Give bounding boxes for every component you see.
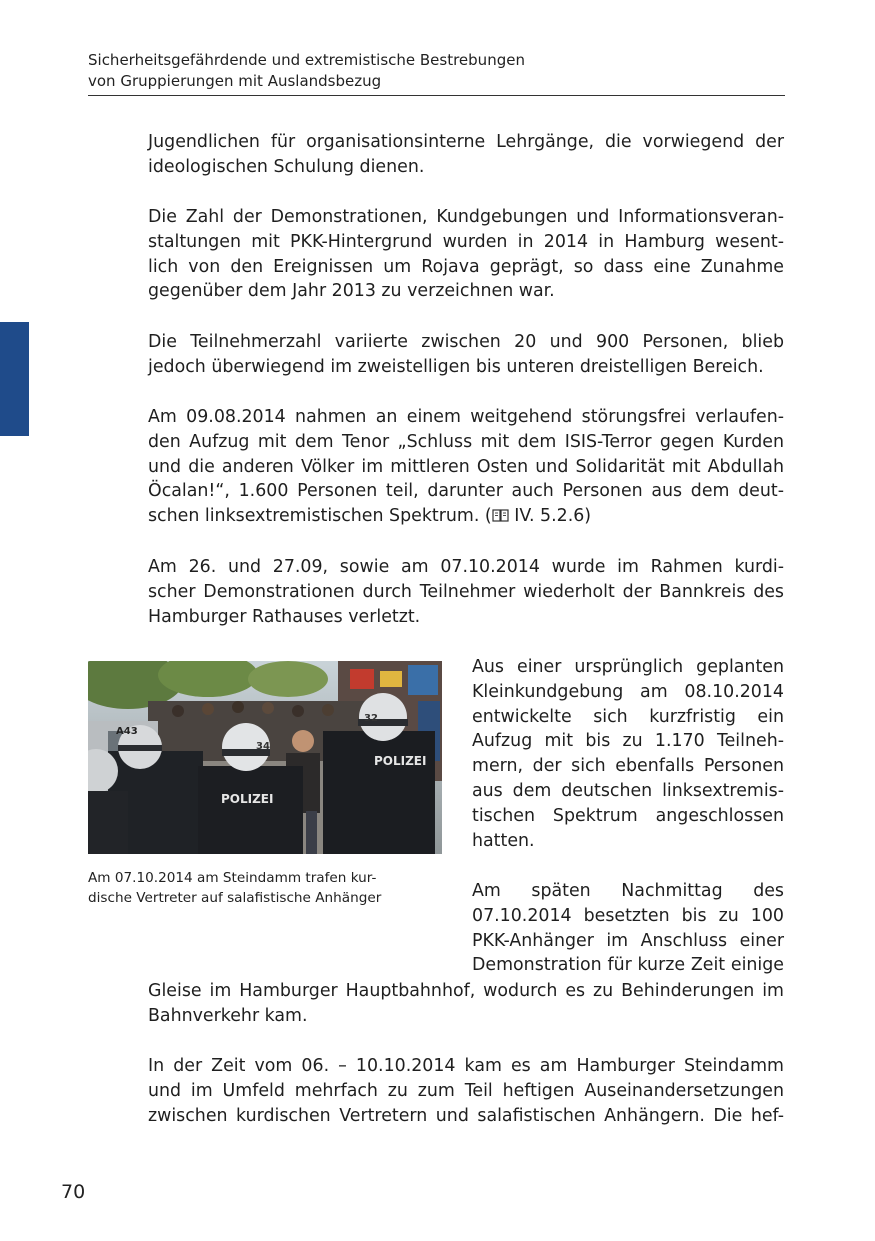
text-line: Am 26. und 27.09, sowie am 07.10.2014 wurde im Rahmen kurdi-: [148, 557, 784, 577]
text-line: ideologischen Schulung dienen.: [148, 156, 425, 177]
text-line: hatten.: [472, 830, 535, 851]
text-line: entwickelte sich kurzfristig ein: [472, 706, 784, 727]
paragraph-3: [148, 330, 784, 380]
text-line: PKK-Anhänger im Anschluss einer: [472, 930, 784, 951]
column-paragraph-1: [472, 655, 784, 853]
helmet-number-left: A43: [116, 726, 138, 737]
text-line: den Aufzug mit dem Tenor „Schluss mit dem ISIS-Terror gegen Kurden: [148, 431, 784, 452]
paragraph-2: [148, 205, 784, 304]
paragraph-1: [148, 130, 784, 180]
text-line: scher Demonstrationen durch Teilnehmer wiederholt der Bannkreis des: [148, 581, 784, 602]
paragraph-6: [148, 979, 784, 1029]
text-line: Demonstration für kurze Zeit einige: [472, 955, 784, 976]
running-header-line1: Sicherheitsgefährdende und extremistische Bestrebungen: [88, 51, 525, 69]
text-line: Am 09.08.2014 nahmen an einem weitgehend störungsfrei verlaufen-: [148, 407, 784, 427]
text-line: Hamburger Rathauses verletzt.: [148, 606, 421, 627]
text-line: Am späten Nachmittag des: [472, 881, 784, 901]
text-line: und die anderen Völker im mittleren Osten und Solidarität mit Abdullah: [148, 456, 784, 477]
text-line: Die Zahl der Demonstrationen, Kundgebungen und Informationsveran-: [148, 207, 784, 227]
running-header-line2: von Gruppierungen mit Auslandsbezug: [88, 72, 382, 90]
text-line: mern, der sich ebenfalls Personen: [472, 756, 784, 777]
text-line: gegenüber dem Jahr 2013 zu verzeichnen war.: [148, 281, 555, 302]
text-line: Kleinkundgebung am 08.10.2014: [472, 681, 784, 702]
vest-label-right: POLIZEI: [374, 754, 427, 768]
text-line: In der Zeit vom 06. – 10.10.2014 kam es am Hamburger Steindamm: [148, 1056, 784, 1076]
text-line: aus dem deutschen linksextremis-: [472, 780, 784, 801]
page-number: 70: [61, 1181, 86, 1203]
chapter-tab: [0, 322, 29, 436]
paragraph-4: [148, 405, 784, 529]
text-line: Gleise im Hamburger Hauptbahnhof, wodurch es zu Behinderungen im: [148, 981, 784, 1001]
paragraph-7: [148, 1054, 784, 1128]
text-line: jedoch überwiegend im zweistelligen bis unteren dreistelligen Bereich.: [148, 356, 764, 377]
column-paragraph-2: [472, 879, 784, 978]
text-line: Die Teilnehmerzahl variierte zwischen 20 und 900 Personen, blieb: [148, 332, 784, 352]
caption-line: dische Vertreter auf salafistische Anhänger: [88, 890, 382, 906]
cross-reference[interactable]: IV. 5.2.6): [514, 506, 592, 527]
text-line-with-reference: [148, 504, 784, 529]
header-rule: [88, 95, 785, 96]
running-header: [88, 50, 784, 92]
text-line: und im Umfeld mehrfach zu zum Teil heftigen Auseinandersetzungen: [148, 1080, 784, 1101]
photo-illustration: [88, 661, 442, 854]
text-line: schen linksextremistischen Spektrum. (: [148, 506, 492, 527]
photo-caption: [88, 868, 442, 908]
text-line: Jugendlichen für organisationsinterne Lehrgänge, die vorwiegend der: [148, 132, 784, 152]
text-line: Aufzug mit bis zu 1.170 Teilneh-: [472, 731, 784, 752]
text-line: Öcalan!“, 1.600 Personen teil, darunter auch Personen aus dem deut-: [148, 481, 784, 502]
text-line: staltungen mit PKK-Hintergrund wurden in 2014 in Hamburg wesent-: [148, 231, 784, 252]
book-icon: [492, 508, 509, 523]
text-line: Aus einer ursprünglich geplanten: [472, 657, 784, 677]
text-line: Bahnverkehr kam.: [148, 1005, 308, 1026]
text-line: lich von den Ereignissen um Rojava geprägt, so dass eine Zunahme: [148, 256, 784, 277]
helmet-number-center: 34: [256, 741, 270, 752]
paragraph-5: [148, 555, 784, 629]
caption-line: Am 07.10.2014 am Steindamm trafen kur-: [88, 870, 377, 886]
vest-label-center: POLIZEI: [221, 792, 274, 806]
demonstration-photo: [88, 661, 442, 854]
text-line: tischen Spektrum angeschlossen: [472, 805, 784, 826]
helmet-number-right: 32: [364, 713, 378, 724]
text-line: zwischen kurdischen Vertretern und salafistischen Anhängern. Die hef-: [148, 1105, 784, 1126]
text-line: 07.10.2014 besetzten bis zu 100: [472, 905, 784, 926]
